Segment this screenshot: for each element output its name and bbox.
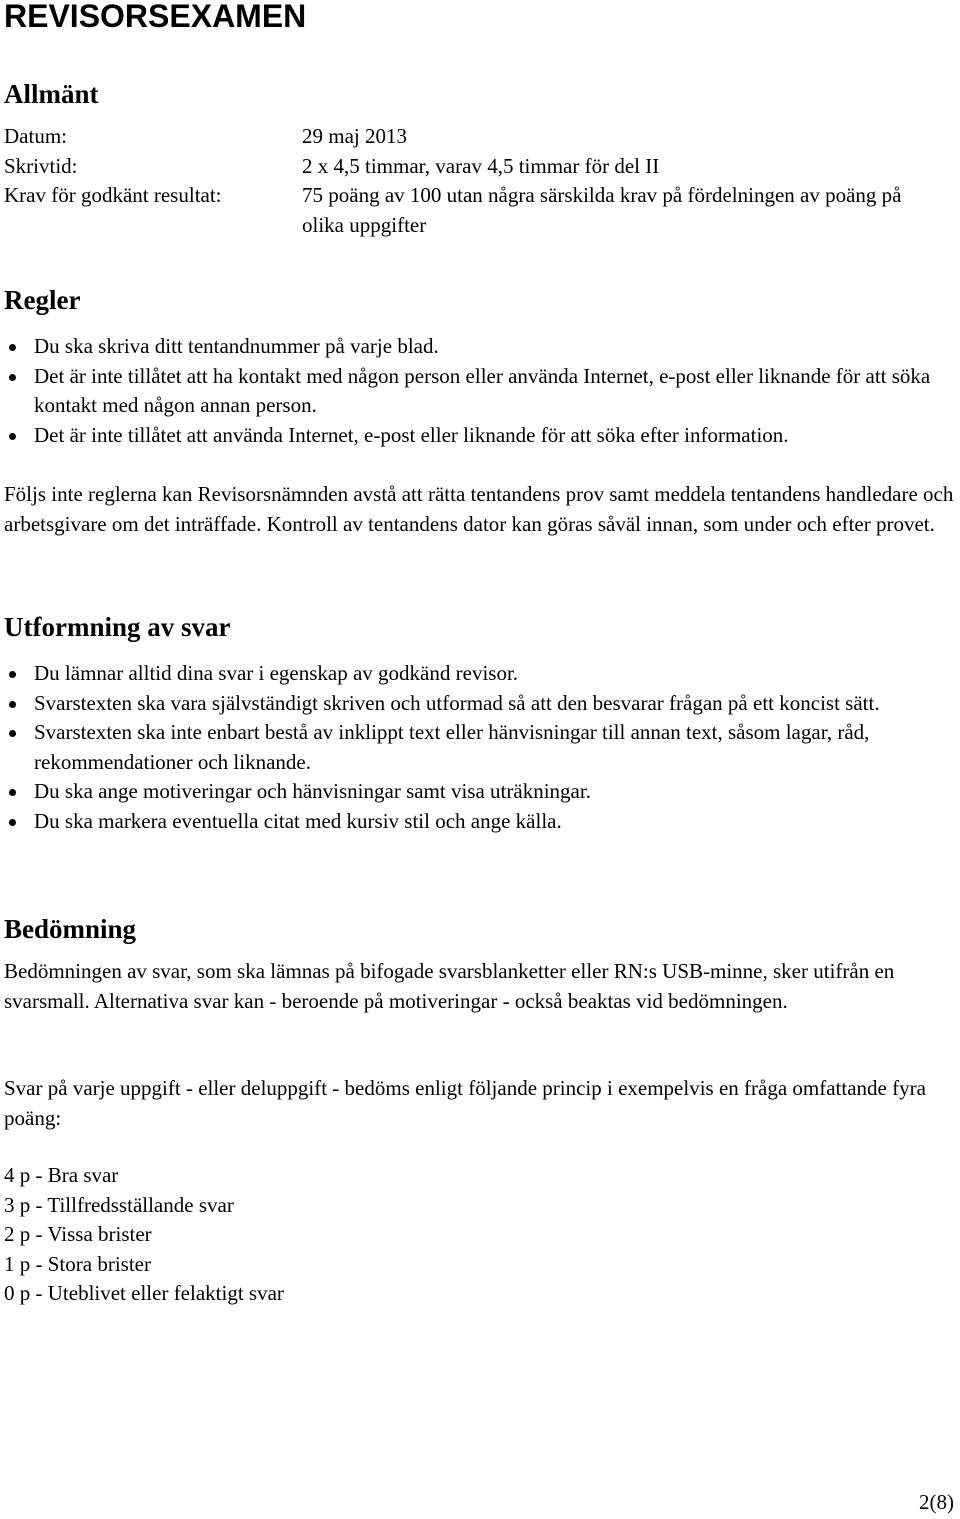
list-item: Det är inte tillåtet att ha kontakt med någon person eller använda Internet, e-post eller liknande för att söka kontakt med någon annan person. (4, 362, 956, 421)
page-number: 2(8) (919, 1490, 954, 1514)
info-label: Skrivtid: (4, 153, 78, 178)
info-value: 2 x 4,5 timmar, varav 4,5 timmar för del II (302, 153, 660, 178)
list-item: Det är inte tillåtet att använda Internet, e-post eller liknande för att söka efter information. (4, 421, 956, 451)
info-row-datum (4, 122, 932, 152)
allmant-info (4, 122, 956, 240)
list-item: Svarstexten ska vara självständigt skriven och utformad så att den besvarar frågan på ett koncist sätt. (4, 689, 956, 719)
regler-heading: Regler (4, 285, 81, 315)
info-label: Krav för godkänt resultat: (4, 183, 222, 207)
list-item: Du ska skriva ditt tentandnummer på varje blad. (4, 332, 956, 362)
list-item: Du ska ange motiveringar och hänvisningar samt visa uträkningar. (4, 777, 956, 807)
utformning-list-block (4, 659, 956, 836)
utformning-list (4, 659, 956, 836)
allmant-heading: Allmänt (4, 79, 99, 109)
info-table (4, 122, 932, 240)
bedomning-heading: Bedömning (4, 914, 137, 944)
info-value: 75 poäng av 100 utan några särskilda krav på fördelningen av poäng på olika uppgifter (302, 183, 902, 237)
list-item: Svarstexten ska inte enbart bestå av inklippt text eller hänvisningar till annan text, såsom lagar, råd, rekommendationer och liknande. (4, 718, 956, 777)
bedomning-paragraph-1: Bedömningen av svar, som ska lämnas på bifogade svarsblanketter eller RN:s USB-minne, sker utifrån en svarsmall. Alternativa svar kan - beroende på motiveringar - också beaktas vid bedömningen. (4, 959, 895, 1013)
info-row-krav (4, 181, 932, 240)
info-row-skrivtid (4, 152, 932, 182)
info-label: Datum: (4, 124, 67, 148)
bedomning-paragraph-2: Svar på varje uppgift - eller deluppgift - bedöms enligt följande princip i exempelvis en fråga omfattande fyra poäng: (4, 1076, 926, 1130)
score-level: 1 p - Stora brister (4, 1251, 151, 1276)
score-scale (4, 1161, 956, 1309)
bedomning-paragraph1-block (4, 957, 956, 1016)
list-item: Du lämnar alltid dina svar i egenskap av godkänd revisor. (4, 659, 956, 689)
info-value: 29 maj 2013 (302, 124, 407, 148)
score-level: 4 p - Bra svar (4, 1163, 119, 1187)
list-item: Du ska markera eventuella citat med kursiv stil och ange källa. (4, 807, 956, 837)
utformning-heading: Utformning av svar (4, 612, 231, 642)
score-level: 3 p - Tillfredsställande svar (4, 1192, 234, 1217)
score-level: 0 p - Uteblivet eller felaktigt svar (4, 1281, 284, 1305)
document-title: REVISORSEXAMEN (4, 0, 307, 34)
bedomning-paragraph2-block (4, 1074, 956, 1133)
regler-paragraph-block (4, 480, 956, 539)
regler-paragraph: Följs inte reglerna kan Revisorsnämnden avstå att rätta tentandens prov samt meddela tentandens handledare och arbetsgivare om det inträffade. Kontroll av tentandens dator kan göras såväl innan, som under och efter provet. (4, 482, 954, 536)
regler-list (4, 332, 956, 450)
regler-list-block (4, 332, 956, 450)
score-level: 2 p - Vissa brister (4, 1222, 152, 1246)
